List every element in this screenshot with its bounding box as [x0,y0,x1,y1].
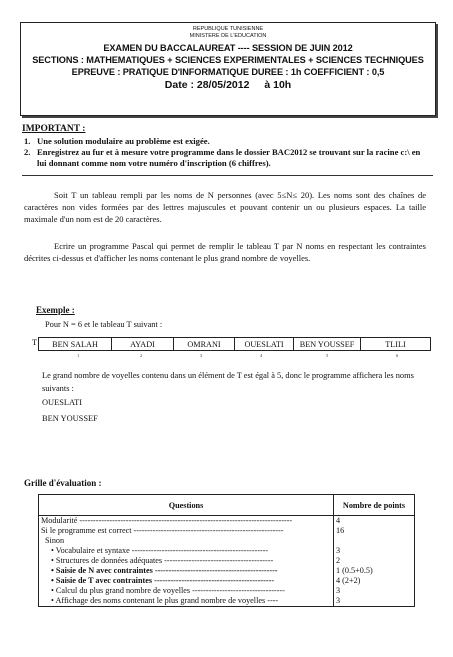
points-cell: 3 [334,546,415,556]
question-text: Structures de données adéquates ---------------------------------------- [55,556,274,565]
table-cell: OMRANI [174,338,235,351]
question-text: Saisie de N avec contraintes --------------------------------------------- [55,566,278,575]
points-cell: 4 (2+2) [334,576,415,586]
result-name: BEN YOUSSEF [42,413,98,423]
points-cell: 16 [334,526,415,536]
date-line [21,78,435,92]
time-label: à 10h [264,79,292,91]
date-label: Date : 28/05/2012 [164,79,250,91]
question-cell: • Affichage des noms contenant le plus grand nombre de voyelles ---- [39,596,334,607]
important-item [24,147,432,169]
header-points: Nombre de points [334,495,415,516]
exam-header [20,22,436,116]
grille-title: Grille d'évaluation : [24,478,102,488]
table-cell: AYADI [112,338,174,351]
grid-row [39,586,415,596]
example-line: Pour N = 6 et le tableau T suivant : [45,320,163,329]
grid-row [39,536,415,546]
table-cell: BEN SALAH [39,338,112,351]
sections-line: SECTIONS : MATHEMATIQUES + SCIENCES EXPERIMENTALES + SCIENCES TECHNIQUES [32,55,424,65]
evaluation-grid [38,494,415,607]
points-cell: 1 (0.5+0.5) [334,566,415,576]
example-title: Exemple : [36,305,75,315]
table-index: 6 [396,353,399,358]
item-number: 2. [24,147,31,157]
question-cell: • Saisie de T avec contraintes -------------------------------------------- [39,576,334,586]
table-index: 3 [200,353,203,358]
question-cell: Sinon [39,536,334,546]
question-text: Affichage des noms contenant le plus grand nombre de voyelles ---- [55,596,279,605]
names-table [38,337,431,351]
table-cell: TLILI [361,338,431,351]
grid-row [39,546,415,556]
table-index: 1 [77,353,80,358]
question-text: Vocabulaire et syntaxe -------------------------------------------------- [55,546,269,555]
header-questions: Questions [39,495,334,516]
question-cell: • Calcul du plus grand nombre de voyelles ---------------------------------- [39,586,334,596]
grid-row [39,526,415,536]
table-cell: BEN YOUSSEF [294,338,361,351]
republic-line: REPUBLIQUE TUNISIENNE [192,26,264,32]
points-cell: 2 [334,556,415,566]
grid-row [39,516,415,527]
points-cell [334,536,415,546]
important-item [24,136,432,147]
paragraph-task: Ecrire un programme Pascal qui permet de remplir le tableau T par N noms en respectant les contraintes décrites ci-dessus et d'afficher les noms contenant le plus grand nombre de voyelles. [24,241,426,263]
important-list [24,136,432,169]
divider [22,175,433,176]
question-cell: • Saisie de N avec contraintes --------------------------------------------- [39,566,334,576]
example-explanation [42,370,434,425]
paragraph-problem: Soit T un tableau rempli par les noms de N personnes (avec 5≤N≤ 20). Les noms sont des chaînes de caractères non vides formées par des lettres majuscules et pouvant contenir un ou plusieurs espaces. La taille maximale d'un nom est de 20 caractères. [24,190,426,224]
epreuve-line: EPREUVE : PRATIQUE D'INFORMATIQUE DUREE : 1h COEFFICIENT : 0,5 [71,67,385,77]
result-name: OUESLATI [42,398,83,407]
grid-row [39,566,415,576]
points-cell: 3 [334,586,415,596]
exam-line: EXAMEN DU BACCALAUREAT ---- SESSION DE JUIN 2012 [103,43,353,53]
table-index: 4 [260,353,263,358]
grid-row [39,556,415,566]
table-index: 5 [326,353,329,358]
points-cell: 3 [334,596,415,607]
item-text: Une solution modulaire au problème est exigée. [37,136,210,146]
question-cell: • Vocabulaire et syntaxe -------------------------------------------------- [39,546,334,556]
item-number: 1. [24,136,31,146]
question-cell: • Structures de données adéquates ---------------------------------------- [39,556,334,566]
grid-row [39,576,415,586]
question-text: Saisie de T avec contraintes -------------------------------------------- [55,576,275,585]
ministry-line: MINISTERE DE L'EDUCATION [189,33,267,39]
grid-row [39,596,415,607]
table-cell: OUESLATI [235,338,294,351]
table-label: T [32,338,38,347]
question-text: Calcul du plus grand nombre de voyelles ---------------------------------- [55,586,285,595]
points-cell: 4 [334,516,415,527]
item-text: Enregistrez au fur et à mesure votre programme dans le dossier BAC2012 se trouvant sur la racine c:\ en lui donnant comme nom votre numéro d'inscription (6 chiffres). [37,147,421,168]
question-cell: Si le programme est correct ------------------------------------------------------- [39,526,334,536]
explanation-text: Le grand nombre de voyelles contenu dans un élément de T est égal à 5, donc le programme affichera les noms suivants : [42,371,414,393]
table-index: 2 [140,353,143,358]
question-cell: Modularité ------------------------------------------------------------------------------ [39,516,334,527]
important-title: IMPORTANT : [22,124,86,134]
